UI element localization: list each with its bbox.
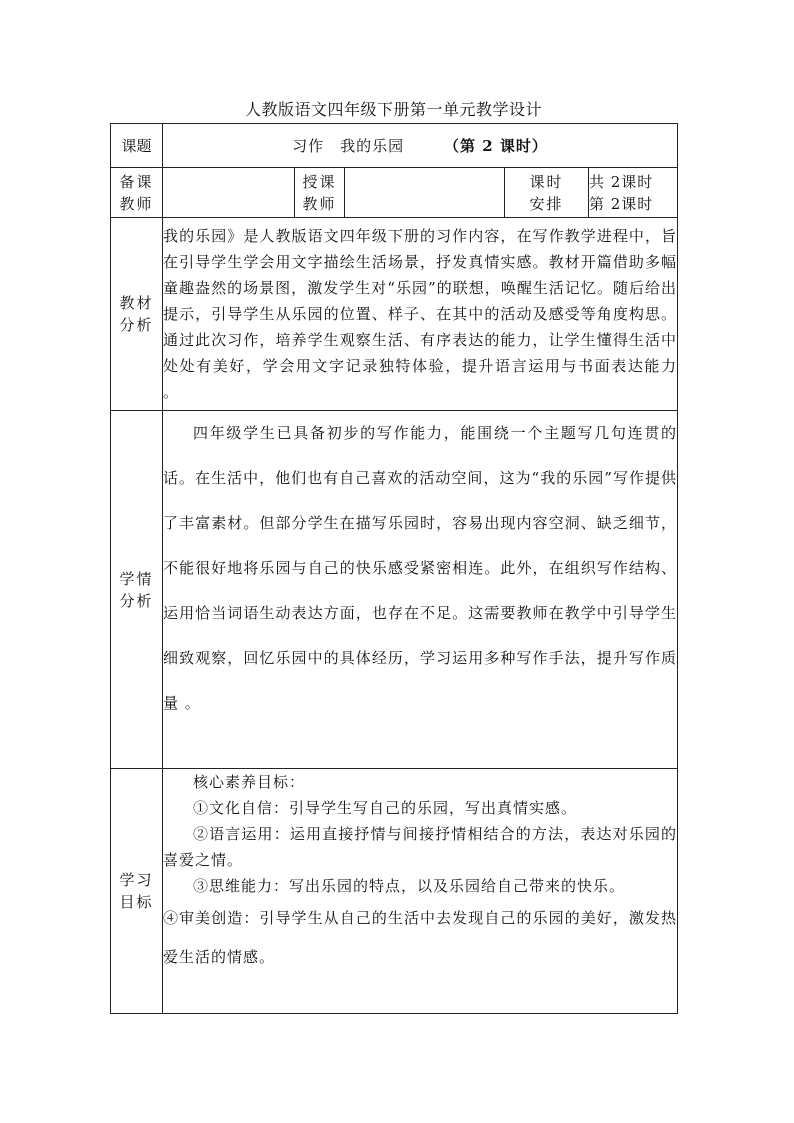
teach-teacher-label-cell	[295, 168, 345, 218]
topic-title: 习作 我的乐园	[292, 136, 405, 155]
textbook-analysis-text: 我的乐园》是人教版语文四年级下册的习作内容，在写作教学进程中，旨在引导学生学会用文字描绘生活场景，抒发真情实感。教材开篇借助多幅童趣盎然的场景图，激发学生对“乐园”的联想，唤醒生活记忆。随后给出提示，引导学生从乐园的位置、样子、在其中的活动及感受等角度构思。通过此次习作，培养学生观察生活、有序表达的能力，让学生懂得生活中处处有美好，学会用文字记录独特体验，提升语言运用与书面表达能力 。	[163, 227, 678, 401]
learning-goals-cell	[163, 769, 678, 1014]
document-title: 人教版语文四年级下册第一单元教学设计	[244, 100, 542, 119]
learning-goals-label: 学习目标	[119, 871, 154, 911]
student-analysis-label-cell	[111, 411, 163, 769]
student-analysis-cell	[163, 411, 678, 769]
goal-item: ①文化自信：引导学生写自己的乐园，写出真情实感。	[193, 799, 578, 817]
schedule-total: 共 2课时	[589, 172, 654, 191]
textbook-analysis-row	[111, 218, 678, 411]
student-analysis-row	[111, 411, 678, 769]
goal-item: ④审美创造：引导学生从自己的生活中去发现自己的乐园的美好，激发热爱生活的情感。	[163, 909, 678, 966]
lesson-number: （第 2 课时）	[443, 136, 548, 155]
prep-teacher-value	[163, 168, 295, 218]
topic-label-cell	[111, 124, 163, 168]
topic-cell	[163, 124, 678, 168]
student-analysis-text: 四年级学生已具备初步的写作能力，能围绕一个主题写几句连贯的话。在生活中，他们也有自己喜欢的活动空间，这为“我的乐园”写作提供了丰富素材。但部分学生在描写乐园时，容易出现内容空洞、缺乏细节，不能很好地将乐园与自己的快乐感受紧密相连。此外，在组织写作结构、运用恰当词语生动表达方面，也存在不足。这需要教师在教学中引导学生细致观察，回忆乐园中的具体经历，学习运用多种写作手法，提升写作质量 。	[163, 424, 678, 712]
teach-teacher-value	[345, 168, 505, 218]
textbook-analysis-cell	[163, 218, 678, 411]
learning-goals-label-cell	[111, 769, 163, 1014]
goal-item: ②语言运用：运用直接抒情与间接抒情相结合的方法，表达对乐园的喜爱之情。	[163, 825, 678, 869]
teach-teacher-label: 授课教师	[302, 172, 337, 213]
prep-teacher-label-cell	[111, 168, 163, 218]
schedule-value-cell	[589, 168, 678, 218]
prep-teacher-label: 备课教师	[119, 172, 154, 213]
schedule-label: 课时安排	[529, 172, 564, 213]
student-analysis-label: 学情分析	[119, 569, 154, 610]
goal-item: ③思维能力：写出乐园的特点，以及乐园给自己带来的快乐。	[193, 877, 626, 895]
textbook-analysis-label: 教材分析	[119, 294, 154, 334]
textbook-analysis-label-cell	[111, 218, 163, 411]
schedule-label-cell	[505, 168, 589, 218]
learning-goals-row	[111, 769, 678, 1014]
lesson-plan-table	[110, 123, 678, 1014]
topic-row	[111, 124, 678, 168]
info-row	[111, 168, 678, 218]
schedule-current: 第 2课时	[589, 194, 654, 213]
goals-heading: 核心素养目标：	[193, 773, 306, 791]
topic-label: 课题	[121, 136, 152, 155]
